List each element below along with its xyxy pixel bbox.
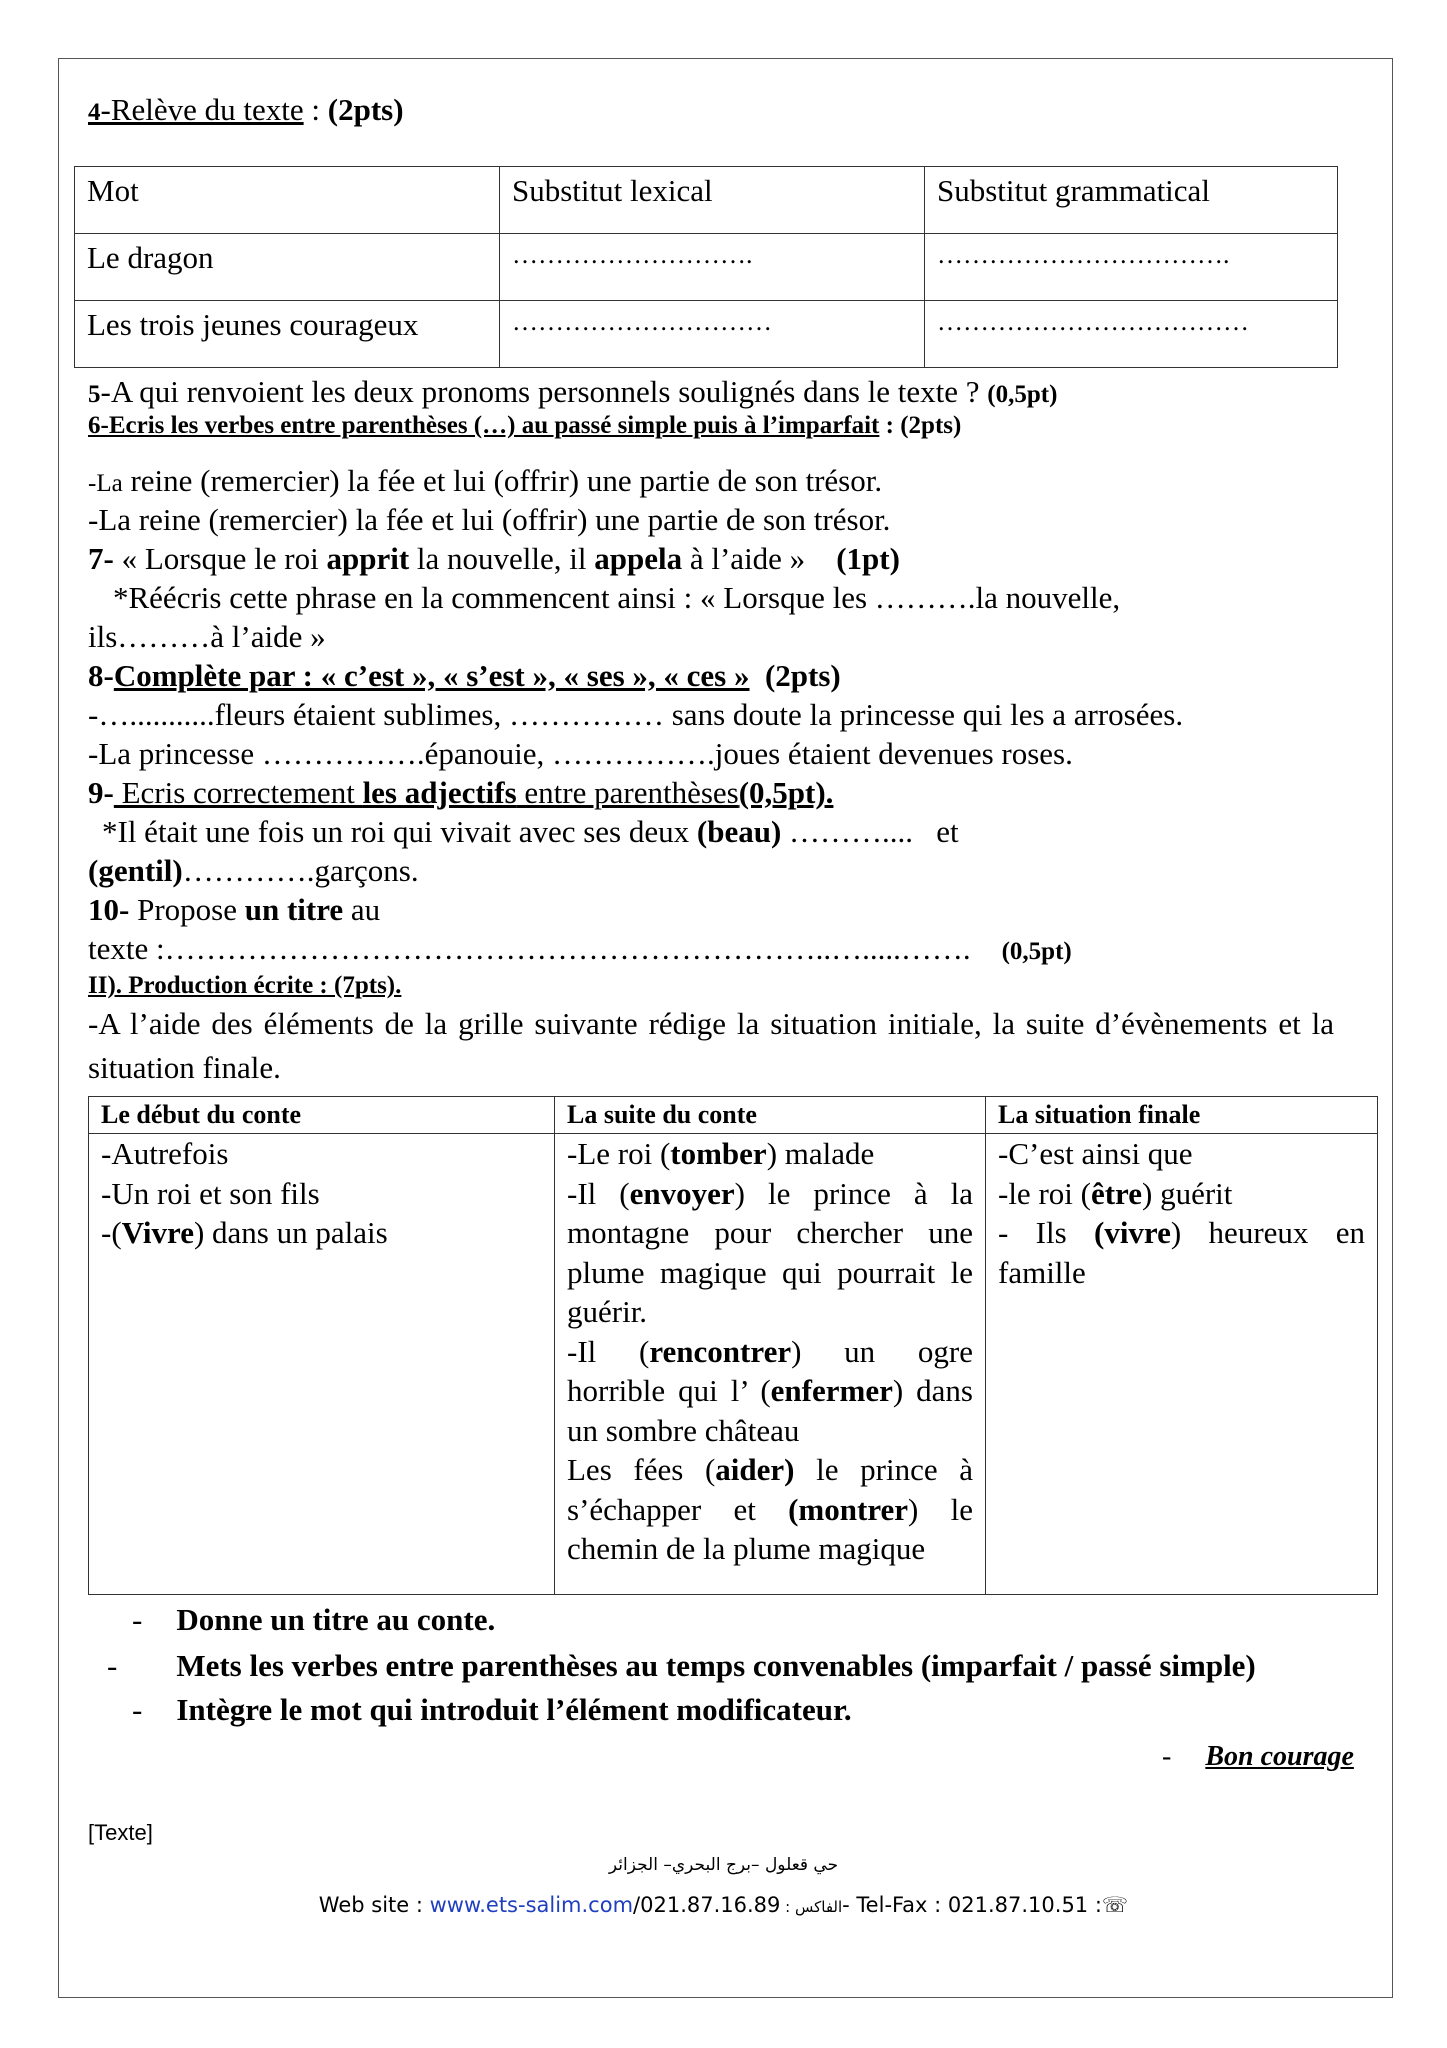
q9-text-c: entre parenthèses bbox=[516, 775, 739, 810]
list-item: -Il (envoyer) le prince à la montagne pour chercher une plume magique qui pourrait le guérir. bbox=[567, 1175, 973, 1329]
q10-answer-blank: texte :………………………………………………………..….....……. bbox=[88, 931, 971, 966]
q9-sentence-a: *Il était une fois un roi qui vivait avec ses deux bbox=[102, 814, 697, 849]
q10-points: (0,5pt) bbox=[1001, 938, 1072, 965]
table-row bbox=[89, 1134, 1378, 1595]
list-item: - Ils (vivre) heureux en famille bbox=[998, 1215, 1365, 1290]
q10-answer-line bbox=[88, 929, 1072, 971]
table-header-cell: Substitut grammatical bbox=[925, 167, 1338, 234]
table-cell-blank: ……………………………. bbox=[925, 234, 1338, 301]
footer-fax: /021.87.16.89 bbox=[633, 1893, 781, 1917]
table-header-cell: Mot bbox=[75, 167, 500, 234]
section-2-title bbox=[88, 970, 401, 1002]
list-item: -(Vivre) dans un palais bbox=[101, 1215, 388, 1250]
bullet-dash: - bbox=[132, 1692, 143, 1727]
table-cell: Le dragon bbox=[75, 234, 500, 301]
q10-number: 10- bbox=[88, 892, 130, 927]
q9-text-a: Ecris correctement bbox=[113, 775, 363, 810]
q8 bbox=[88, 656, 841, 695]
q6-sentence-2: -La reine (remercier) la fée et lui (offrir) une partie de son trésor. bbox=[88, 502, 891, 537]
footer-fax-label: : الفاكس bbox=[780, 1898, 843, 1916]
table-cell-blank: ………………………… bbox=[500, 301, 925, 368]
table-cell-blank: ……………………………… bbox=[925, 301, 1338, 368]
closing bbox=[1162, 1737, 1354, 1776]
q7-points: (1pt) bbox=[836, 541, 900, 576]
q7-text-c: la nouvelle, il bbox=[409, 541, 595, 576]
q9-text-b: les adjectifs bbox=[362, 775, 517, 810]
q9-sentence-d: et bbox=[936, 814, 959, 849]
section-2-instruction: -A l’aide des éléments de la grille suivante rédige la situation initiale, la suite d’évènements et la situation finale. bbox=[88, 1006, 1334, 1085]
table-cell-debut bbox=[89, 1134, 555, 1595]
table-header-cell: Substitut lexical bbox=[500, 167, 925, 234]
table-cell: Les trois jeunes courageux bbox=[75, 301, 500, 368]
list-item: -le roi (être) guérit bbox=[998, 1175, 1233, 1211]
phone-icon: ☏ bbox=[1101, 1893, 1129, 1917]
table-header-row bbox=[75, 167, 1338, 234]
q8-sentence-2: -La princesse …………….épanouie, …………….joues étaient devenues roses. bbox=[88, 736, 1073, 771]
section-2-title-text: II). Production écrite : (7pts). bbox=[88, 972, 402, 999]
q10-text-a: Propose bbox=[129, 892, 245, 927]
q6-text: -Ecris les verbes entre parenthèses (…) au passé simple puis à l’imparfait bbox=[100, 412, 880, 439]
bullet-1 bbox=[132, 1600, 495, 1639]
q6-sentence-1 bbox=[88, 461, 882, 503]
q8-label: Complète par : « c’est », « s’est », « ses », « ces » bbox=[113, 658, 750, 693]
substitute-table bbox=[74, 166, 1338, 368]
q9-sentence-2 bbox=[88, 851, 419, 890]
q10-text-c: au bbox=[343, 892, 381, 927]
q4-heading bbox=[88, 90, 404, 132]
q8-points: (2pts) bbox=[764, 658, 841, 693]
q9-adjective-2: (gentil) bbox=[88, 853, 183, 888]
q7-text-a: « Lorsque le roi bbox=[113, 541, 327, 576]
q7-text-e: à l’aide » bbox=[682, 541, 806, 576]
q7-instruction: *Réécris cette phrase en la commencent ainsi : « Lorsque les ……….la nouvelle, bbox=[113, 580, 1121, 615]
q5-number: 5 bbox=[88, 381, 101, 408]
q9-sentence-2-text: ………….garçons. bbox=[182, 853, 419, 888]
q8-number: 8- bbox=[88, 658, 114, 693]
q10-text-b: un titre bbox=[244, 892, 344, 927]
table-row bbox=[75, 234, 1338, 301]
table-header-row bbox=[89, 1097, 1378, 1134]
table-header-cell: Le début du conte bbox=[89, 1097, 555, 1134]
q7-verb-2: appela bbox=[594, 541, 683, 576]
q6-sentence-1-text: reine (remercier) la fée et lui (offrir) une partie de son trésor. bbox=[122, 463, 883, 498]
q6-number: 6 bbox=[88, 412, 101, 439]
q9 bbox=[88, 773, 833, 812]
bullet-2 bbox=[107, 1646, 1256, 1685]
list-item: -Il (rencontrer) un ogre horrible qui l’ (enfermer) dans un sombre château bbox=[567, 1333, 973, 1448]
table-cell-finale bbox=[986, 1134, 1378, 1595]
q9-points: (0,5pt). bbox=[738, 775, 834, 810]
story-grid-table bbox=[88, 1096, 1378, 1595]
footer-website-label: Web site : bbox=[318, 1893, 430, 1917]
list-item: -Un roi et son fils bbox=[101, 1175, 320, 1211]
q5-points: (0,5pt) bbox=[987, 381, 1058, 408]
bullet-dash: - bbox=[107, 1648, 118, 1683]
q9-number: 9- bbox=[88, 775, 114, 810]
closing-text: Bon courage bbox=[1205, 1741, 1354, 1772]
q7-answer-line: ils………à l’aide » bbox=[88, 619, 326, 654]
bullet-text: Intègre le mot qui introduit l’élément modificateur. bbox=[176, 1692, 852, 1727]
q5 bbox=[88, 372, 1057, 414]
table-header-cell: La suite du conte bbox=[555, 1097, 986, 1134]
q7-number: 7- bbox=[88, 541, 114, 576]
table-header-cell: La situation finale bbox=[986, 1097, 1378, 1134]
table-row bbox=[75, 301, 1338, 368]
footer-telfax: - Tel-Fax : 021.87.10.51 : bbox=[842, 1893, 1102, 1917]
table-cell-suite bbox=[555, 1134, 986, 1595]
q6-points: : (2pts) bbox=[879, 412, 962, 439]
q9-sentence bbox=[102, 812, 959, 851]
footer-address: حي قعلول –برج البحري– الجزائر bbox=[608, 1855, 839, 1875]
q4-label: -Relève du texte bbox=[100, 92, 304, 127]
closing-dash: - bbox=[1162, 1741, 1172, 1772]
q10 bbox=[88, 890, 380, 929]
q7 bbox=[88, 539, 900, 578]
list-item: Les fées (aider) le prince à s’échapper et (montrer) le chemin de la plume magique bbox=[567, 1452, 973, 1566]
q7-verb-1: apprit bbox=[326, 541, 410, 576]
q9-adjective-1: (beau) bbox=[696, 814, 782, 849]
list-item: -Autrefois bbox=[101, 1136, 229, 1171]
website-link[interactable]: www.ets-salim.com bbox=[429, 1893, 634, 1917]
bullet-text: Mets les verbes entre parenthèses au temps convenables (imparfait / passé simple) bbox=[176, 1648, 1256, 1683]
bullet-dash: - bbox=[132, 1602, 143, 1637]
table-cell-blank: ………………………. bbox=[500, 234, 925, 301]
q4-number: 4 bbox=[88, 99, 101, 126]
footer-contact bbox=[0, 1893, 1447, 1917]
text-placeholder: [Texte] bbox=[88, 1820, 153, 1845]
q4-colon: : bbox=[303, 92, 328, 127]
q4-points: (2pts) bbox=[327, 92, 404, 127]
q5-text: -A qui renvoient les deux pronoms personnels soulignés dans le texte ? bbox=[100, 374, 988, 409]
bullet-3 bbox=[132, 1690, 852, 1729]
q8-sentence-1: -…...........fleurs étaient sublimes, …………… sans doute la princesse qui les a arrosées. bbox=[88, 697, 1184, 732]
bullet-text: Donne un titre au conte. bbox=[176, 1602, 496, 1637]
q6-sentence-1-prefix: -La bbox=[88, 470, 123, 497]
list-item: -Le roi (tomber) malade bbox=[567, 1136, 875, 1171]
q9-blank-1: ……….... bbox=[781, 814, 914, 849]
q6 bbox=[88, 410, 961, 442]
list-item: -C’est ainsi que bbox=[998, 1136, 1193, 1171]
